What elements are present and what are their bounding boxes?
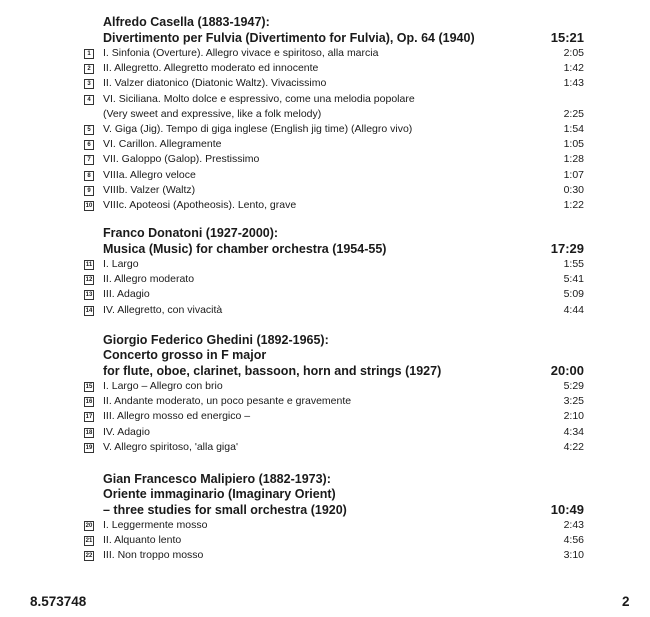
track-list [84,257,584,318]
track-list [84,46,584,213]
track-number-box: 2 [84,64,94,74]
work-title: Divertimento per Fulvia (Divertimento for Fulvia), Op. 64 (1940) [103,31,475,45]
track-row [84,257,584,272]
work-section-casella [84,15,584,213]
work-title-row [84,30,584,46]
track-subtitle: (Very sweet and expressive, like a folk melody) [103,107,322,120]
work-section-donatoni [84,226,584,318]
track-title-block [103,137,524,152]
track-number-box: 20 [85,523,93,529]
track-title-block [103,533,524,548]
track-title: III. Non troppo mosso [103,549,204,562]
work-title-line-1: Oriente immaginario (Imaginary Orient) [103,487,336,501]
composer-heading: Gian Francesco Malipiero (1882-1973): [103,472,331,486]
track-duration: 5:09 [563,288,584,301]
track-number-box: 5 [84,125,94,135]
track-title: I. Leggermente mosso [103,519,208,531]
track-title-block [103,152,524,167]
track-number-box: 13 [85,292,93,299]
track-title: III. Allegro mosso ed energico – [103,410,251,423]
work-total-duration: 10:49 [550,502,584,517]
track-number-box: 15 [85,384,93,390]
track-number-box: 14 [85,307,93,314]
work-title-line-2: for flute, oboe, clarinet, bassoon, horn and strings (1927) [103,364,442,378]
track-title-block [103,92,524,122]
track-title-block [103,183,524,198]
track-number-box: 12 [85,277,93,284]
track-duration: 1:54 [563,123,584,136]
track-duration: 4:22 [563,440,584,453]
track-duration: 3:10 [563,549,584,562]
track-duration: 4:34 [563,425,584,438]
track-row [84,183,584,198]
track-duration: 0:30 [563,183,584,196]
track-title: II. Alquanto lento [103,534,182,547]
track-row [84,46,584,61]
track-row [84,440,584,455]
composer-heading: Franco Donatoni (1927-2000): [103,226,279,240]
track-title-block [103,198,524,213]
track-duration: 1:42 [563,62,584,75]
work-title-row [84,502,584,518]
work-title-row [84,363,584,379]
track-row [84,394,584,409]
work-total-duration: 15:21 [550,30,584,45]
track-number-box: 22 [85,553,93,560]
track-row [84,548,584,563]
track-title: VI. Siciliana. Molto dolce e espressivo, come una melodia popolare [103,92,415,105]
page-number: 2 [622,594,630,609]
track-row [84,409,584,424]
track-row [84,379,584,394]
track-title: I. Sinfonia (Overture). Allegro vivace e spiritoso, alla marcia [103,47,379,59]
track-title: III. Adagio [103,288,150,301]
track-number-box: 11 [85,262,93,268]
work-title-line-2: – three studies for small orchestra (1920) [103,503,347,517]
track-duration: 2:05 [563,47,584,59]
track-duration: 5:29 [563,380,584,392]
track-title-block [103,394,524,409]
track-title-block [103,303,524,318]
track-number-box: 19 [85,444,93,451]
track-title: IV. Allegretto, con vivacità [103,303,223,316]
track-number-box: 3 [84,79,94,89]
track-row [84,92,584,122]
track-title: VIIIb. Valzer (Waltz) [103,183,196,196]
track-number-box: 6 [84,140,94,150]
work-title-row [84,241,584,257]
track-title: II. Allegro moderato [103,273,195,286]
track-row [84,122,584,137]
track-number-box: 1 [84,49,94,59]
track-title: II. Allegretto. Allegretto moderato ed innocente [103,62,319,75]
catalog-number: 8.573748 [30,594,87,609]
track-title-block [103,76,524,91]
track-title: V. Giga (Jig). Tempo di giga inglese (English jig time) (Allegro vivo) [103,123,413,136]
track-title-block [103,518,524,533]
track-row [84,76,584,91]
track-duration: 1:28 [563,153,584,166]
track-duration: 1:05 [563,138,584,151]
track-title-block [103,287,524,302]
work-title-line-1: Concerto grosso in F major [103,348,267,362]
track-title-block [103,168,524,183]
track-duration: 2:25 [563,107,584,120]
track-list [84,379,584,455]
track-list [84,518,584,564]
track-title: IV. Adagio [103,425,150,438]
track-title-block [103,548,524,563]
track-number-box: 9 [84,186,94,196]
track-duration: 1:55 [563,258,584,270]
track-title: I. Largo [103,258,139,270]
track-duration: 2:43 [563,519,584,531]
track-title: II. Andante moderato, un poco pesante e gravemente [103,395,352,408]
track-title-block [103,61,524,76]
track-duration: 4:56 [563,534,584,547]
track-row [84,152,584,167]
track-duration: 1:22 [563,199,584,212]
work-section-ghedini [84,333,584,455]
track-title: VIIIa. Allegro veloce [103,168,196,181]
work-title: Musica (Music) for chamber orchestra (1954-55) [103,242,387,256]
track-title-block [103,272,524,287]
track-title-block [103,425,524,440]
track-row [84,272,584,287]
track-number-box: 18 [85,429,93,436]
work-total-duration: 20:00 [550,363,584,378]
track-row [84,303,584,318]
track-title-block [103,440,524,455]
track-title-block [103,257,524,272]
track-duration: 3:25 [563,395,584,408]
track-duration: 2:10 [563,410,584,423]
track-row [84,287,584,302]
track-title-block [103,409,524,424]
track-title: I. Largo – Allegro con brio [103,380,223,392]
composer-heading: Giorgio Federico Ghedini (1892-1965): [103,333,329,347]
track-title: VIIIc. Apoteosi (Apotheosis). Lento, grave [103,199,297,212]
track-duration: 1:43 [563,77,584,90]
track-title: VII. Galoppo (Galop). Prestissimo [103,153,260,166]
track-duration: 1:07 [563,168,584,181]
track-title-block [103,46,524,61]
track-title-block [103,379,524,394]
track-number-box: 17 [85,414,93,421]
work-total-duration: 17:29 [550,241,584,256]
track-row [84,137,584,152]
track-row [84,198,584,213]
composer-heading: Alfredo Casella (1883-1947): [103,15,270,29]
track-row [84,533,584,548]
track-number-box: 8 [84,171,94,181]
track-title: II. Valzer diatonico (Diatonic Waltz). Vivacissimo [103,77,327,90]
track-row [84,61,584,76]
track-row [84,168,584,183]
track-number-box: 4 [84,95,94,105]
track-number-box: 16 [85,399,93,406]
track-title: VI. Carillon. Allegramente [103,138,222,151]
work-section-malipiero [84,472,584,564]
track-title: V. Allegro spiritoso, 'alla giga' [103,440,238,453]
track-number-box: 21 [85,538,93,545]
track-number-box: 10 [85,203,93,210]
track-title-block [103,122,524,137]
track-duration: 4:44 [563,303,584,316]
track-number-box: 7 [84,155,94,165]
track-duration: 5:41 [563,273,584,286]
track-row [84,518,584,533]
track-row [84,425,584,440]
